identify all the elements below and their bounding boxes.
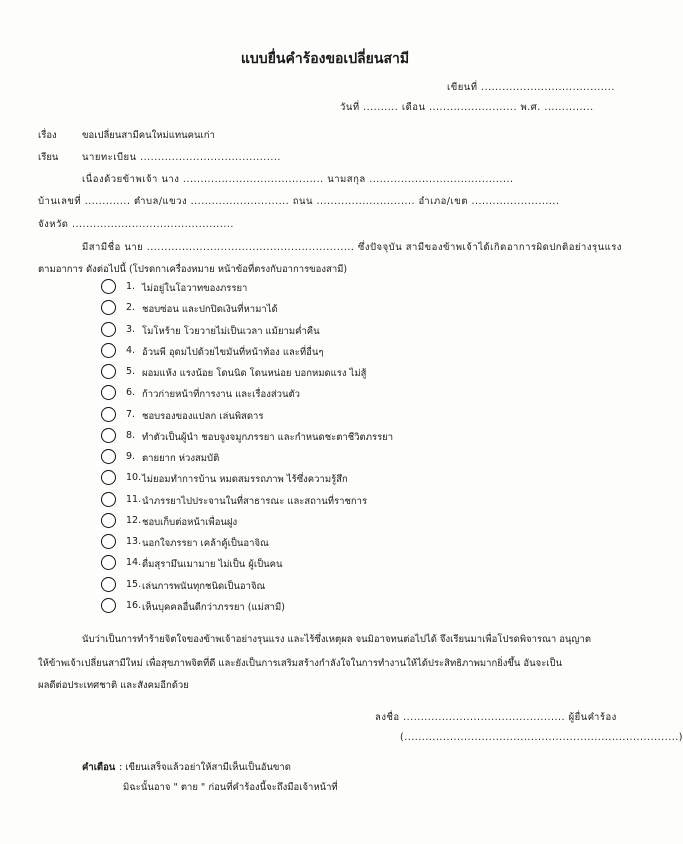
symptom-checkbox[interactable] (101, 555, 116, 570)
symptom-text: โมโหร้าย โวยวายไม่เป็นเวลา แม้ยามค่ำคืน (142, 326, 320, 337)
closing-line-3: ผลดีต่อประเทศชาติ และสังคมอีกด้วย (38, 680, 189, 691)
symptom-text: ตายยาก ห่วงสมบัติ (142, 453, 220, 464)
symptom-number: 13. (126, 536, 142, 547)
written-at-line[interactable]: เขียนที่ ...................................... (447, 82, 615, 93)
symptom-text: ทำตัวเป็นผู้นำ ชอบจูงจมูกภรรยา และกำหนดชะตาชีวิตภรรยา (142, 432, 394, 443)
symptom-number: 4. (126, 345, 136, 356)
symptom-text: ชอบซ่อน และปกปิดเงินที่หามาได้ (142, 304, 278, 315)
symptom-number: 5. (126, 366, 136, 377)
symptom-number: 14. (126, 557, 142, 568)
signature-line[interactable]: ลงชื่อ .............................................. ผู้ยื่นคำร้อง (375, 712, 617, 723)
symptom-text: เล่นการพนันทุกชนิดเป็นอาจิณ (142, 581, 266, 592)
symptom-checkbox[interactable] (101, 598, 116, 613)
to-text[interactable]: นายทะเบียน ........................................ (82, 152, 281, 163)
symptom-number: 15. (126, 579, 142, 590)
symptom-checkbox[interactable] (101, 534, 116, 549)
symptom-checkbox[interactable] (101, 385, 116, 400)
symptom-checkbox[interactable] (101, 449, 116, 464)
warning-line-1: : เขียนเสร็จแล้วอย่าให้สามีเห็นเป็นอันขาด (119, 762, 291, 773)
symptom-checkbox[interactable] (101, 428, 116, 443)
symptom-number: 2. (126, 302, 136, 313)
closing-line-1: นับว่าเป็นการทำร้ายจิตใจของข้าพเจ้าอย่างรุนแรง และไร้ซึ่งเหตุผล จนมิอาจทนต่อไปได้ จึงเรียนมาเพื่อโปรดพิจารณา อนุญาต (82, 634, 591, 645)
symptom-number: 9. (126, 451, 136, 462)
date-line[interactable]: วันที่ .......... เดือน ......................... พ.ศ. .............. (340, 102, 594, 113)
symptom-number: 1. (126, 281, 136, 292)
symptom-text: ชอบรองของแปลก เล่นพิสดาร (142, 411, 264, 422)
symptom-checkbox[interactable] (101, 279, 116, 294)
symptom-text: ก้าวก่ายหน้าที่การงาน และเรื่องส่วนตัว (142, 389, 300, 400)
symptom-checkbox[interactable] (101, 322, 116, 337)
symptom-number: 6. (126, 387, 136, 398)
symptom-number: 10. (126, 472, 142, 483)
symptom-checkbox[interactable] (101, 300, 116, 315)
symptom-checkbox[interactable] (101, 492, 116, 507)
symptom-number: 7. (126, 409, 136, 420)
symptom-text: ไม่อยู่ในโอวาทของภรรยา (142, 283, 248, 294)
form-title: แบบยื่นคำร้องขอเปลี่ยนสามี (240, 51, 410, 67)
husband-line-1[interactable]: มีสามีชื่อ นาย ........................................................... ซึ่งปัจจุบัน สามีของข้าพเจ้าได้เกิดอาการผิดปกติอย่างรุนแรง (82, 242, 622, 253)
signature-name-paren[interactable]: (..............................................................................) (400, 732, 683, 743)
to-label: เรียน (38, 152, 59, 163)
symptom-checkbox[interactable] (101, 364, 116, 379)
applicant-name-line[interactable]: เนื่องด้วยข้าพเจ้า นาง ........................................ นามสกุล ......................................... (82, 174, 514, 185)
symptom-text: ดื่มสุรามึนเมามาย ไม่เป็น ผู้เป็นคน (142, 559, 283, 570)
symptom-text: นำภรรยาไปประจานในที่สาธารณะ และสถานที่ราชการ (142, 496, 368, 507)
address-line[interactable]: บ้านเลขที่ ............. ตำบล/แขวง ............................ ถนน ............................ อำเภอ/เขต ......................... (38, 196, 560, 207)
symptom-text: ชอบเก็บต่อหน้าเพื่อนฝูง (142, 517, 238, 528)
subject-text: ขอเปลี่ยนสามีคนใหม่แทนคนเก่า (82, 130, 215, 141)
symptom-text: นอกใจภรรยา เคล้าคู้เป็นอาจิณ (142, 538, 269, 549)
symptom-number: 12. (126, 515, 142, 526)
warning-label: คำเตือน (82, 762, 116, 773)
symptom-number: 8. (126, 430, 136, 441)
symptom-checkbox[interactable] (101, 470, 116, 485)
subject-label: เรื่อง (38, 130, 57, 141)
symptom-text: ไม่ยอมทำการบ้าน หมดสมรรถภาพ ไร้ซึ่งความรู้สึก (142, 474, 348, 485)
symptom-text: เห็นบุคคลอื่นดีกว่าภรรยา (แม่สามี) (142, 602, 285, 613)
closing-line-2: ให้ข้าพเจ้าเปลี่ยนสามีใหม่ เพื่อสุขภาพจิตที่ดี และยังเป็นการเสริมสร้างกำลังใจในการทำงานให้ได้ประสิทธิภาพมากยิ่งขึ้น อันจะเป็น (38, 658, 563, 669)
symptom-checkbox[interactable] (101, 513, 116, 528)
symptom-checkbox[interactable] (101, 407, 116, 422)
symptom-number: 3. (126, 324, 136, 335)
symptom-text: อ้วนพี อุดมไปด้วยไขมันที่หน้าท้อง และที่อื่นๆ (142, 347, 324, 358)
province-line[interactable]: จังหวัด .............................................. (38, 219, 234, 230)
warning-line-2: มิฉะนั้นอาจ " ตาย " ก่อนที่คำร้องนี้จะถึงมือเจ้าหน้าที่ (123, 782, 338, 793)
symptom-text: ผอมแห้ง แรงน้อย โดนนิด โดนหน่อย บอกหมดแรง ไม่สู้ (142, 368, 367, 379)
symptom-number: 16. (126, 600, 142, 611)
symptom-checkbox[interactable] (101, 343, 116, 358)
symptom-checkbox[interactable] (101, 577, 116, 592)
symptom-number: 11. (126, 494, 142, 505)
husband-line-2: ตามอาการ ดังต่อไปนี้ (โปรดกาเครื่องหมาย หน้าข้อที่ตรงกับอาการของสามี) (38, 264, 348, 275)
